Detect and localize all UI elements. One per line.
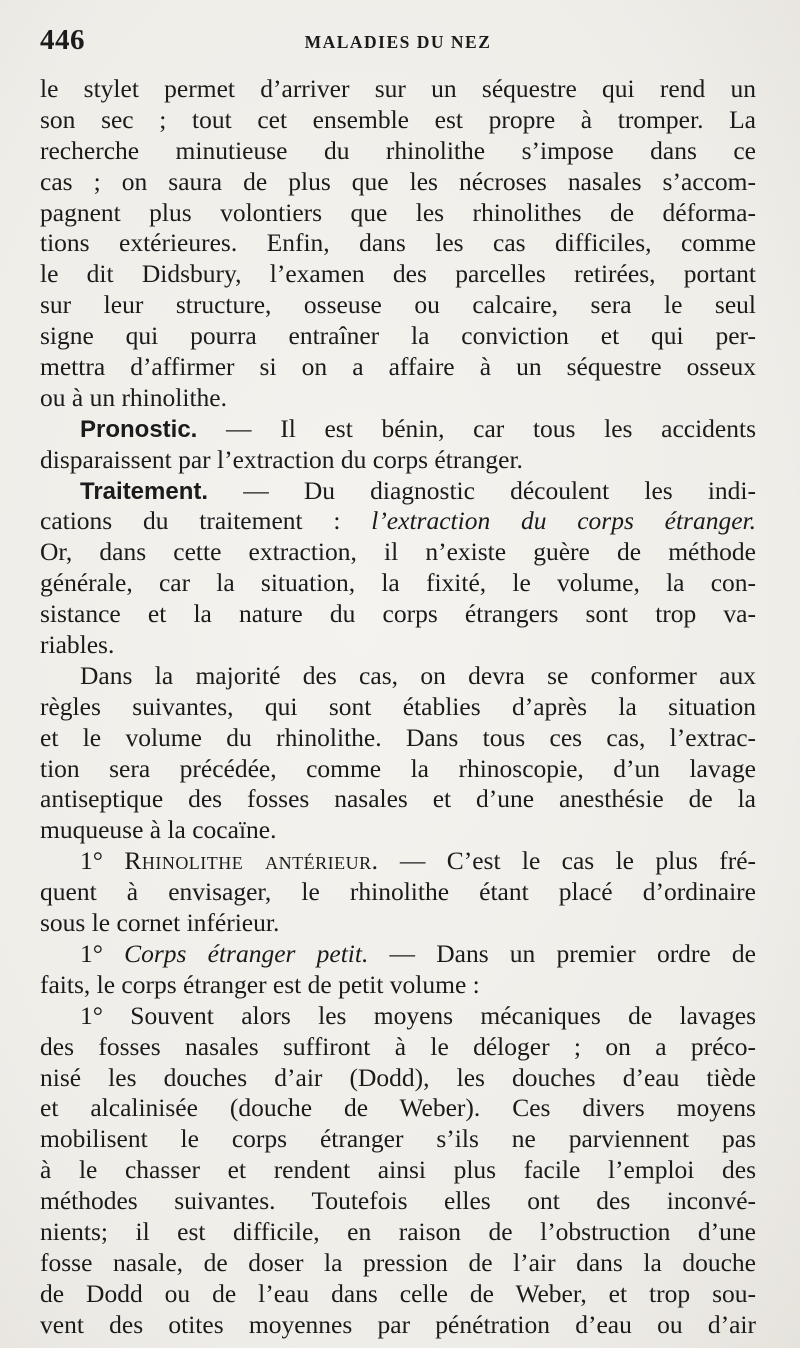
text-run: règles suivantes, qui sont établies d’après la situation	[40, 691, 756, 721]
text-line	[40, 723, 756, 754]
italic-text: Corps étranger petit.	[124, 938, 369, 968]
body-text	[40, 74, 756, 1341]
text-run: de Dodd ou de l’eau dans celle de Weber, et trop sou-	[40, 1278, 756, 1308]
text-run: le stylet permet d’arriver sur un séquestre qui rend un	[40, 74, 756, 103]
page-number: 446	[40, 24, 85, 56]
text-run: son sec ; tout cet ensemble est propre à tromper. La	[40, 104, 756, 134]
text-run: recherche minutieuse du rhinolithe s’impose dans ce	[40, 135, 756, 165]
text-line	[40, 1279, 756, 1310]
text-line	[40, 476, 756, 507]
text-line	[40, 1093, 756, 1124]
text-run: 1° Souvent alors les moyens mécaniques de lavages	[80, 1000, 756, 1030]
italic-text: l’extraction du corps étranger.	[371, 506, 757, 536]
text-line	[40, 908, 756, 939]
section-heading: Traitement.	[80, 477, 209, 505]
text-run: générale, car la situation, la fixité, le volume, la con-	[40, 568, 756, 598]
text-run: vent des otites moyennes par pénétration d’eau ou d’air	[40, 1309, 756, 1339]
text-run: le dit Didsbury, l’examen des parcelles retirées, portant	[40, 259, 756, 289]
text-line	[40, 815, 756, 846]
text-run: et alcalinisée (douche de Weber). Ces divers moyens	[40, 1093, 756, 1123]
text-run: cations du traitement :	[40, 506, 372, 536]
text-line	[40, 754, 756, 785]
text-run: tions extérieures. Enfin, dans les cas difficiles, comme	[40, 228, 756, 258]
text-line	[40, 136, 756, 167]
text-run: sous le cornet inférieur.	[40, 908, 280, 938]
text-run: fosse nasale, de doser la pression de l’air dans la douche	[40, 1247, 756, 1277]
text-run: disparaissent par l’extraction du corps étranger.	[40, 444, 523, 474]
text-run: Or, dans cette extraction, il n’existe guère de méthode	[40, 537, 756, 567]
text-run: sistance et la nature du corps étrangers sont trop va-	[40, 599, 756, 629]
text-run: des fosses nasales suffiront à le déloger ; on a préco-	[40, 1031, 756, 1061]
text-line	[40, 445, 756, 476]
running-title: MALADIES DU NEZ	[304, 32, 492, 52]
text-line	[40, 228, 756, 259]
text-run: signe qui pourra entraîner la conviction et qui per-	[40, 321, 756, 351]
text-run: 1°	[80, 846, 125, 876]
text-line	[40, 1063, 756, 1094]
text-run: 1°	[80, 938, 125, 968]
text-line	[40, 1032, 756, 1063]
text-line	[40, 661, 756, 692]
text-run: Dans la majorité des cas, on devra se conformer aux	[80, 660, 756, 690]
text-run: — C’est le cas le plus fré-	[378, 846, 757, 876]
page-header	[40, 24, 756, 64]
text-line	[40, 692, 756, 723]
text-line	[40, 259, 756, 290]
text-line	[40, 506, 756, 537]
text-run: nients; il est difficile, en raison de l’obstruction d’une	[40, 1216, 756, 1246]
text-run: cas ; on saura de plus que les nécroses nasales s’accom-	[40, 166, 756, 196]
text-line	[40, 1186, 756, 1217]
text-line	[40, 1155, 756, 1186]
text-line	[40, 877, 756, 908]
text-line	[40, 630, 756, 661]
text-run: à le chasser et rendent ainsi plus facile l’emploi des	[40, 1155, 756, 1185]
text-run: nisé les douches d’air (Dodd), les douches d’eau tiède	[40, 1062, 756, 1092]
text-line	[40, 290, 756, 321]
text-run: — Il est bénin, car tous les accidents	[197, 413, 756, 443]
text-line	[40, 1001, 756, 1032]
text-run: quent à envisager, le rhinolithe étant placé d’ordinaire	[40, 877, 756, 907]
text-run: — Du diagnostic découlent les indi-	[208, 475, 756, 505]
text-run: muqueuse à la cocaïne.	[40, 815, 277, 845]
text-line	[40, 74, 756, 105]
text-line	[40, 939, 756, 970]
text-run: faits, le corps étranger est de petit volume :	[40, 969, 480, 999]
text-line	[40, 1124, 756, 1155]
text-line	[40, 414, 756, 445]
section-heading: Pronostic.	[80, 415, 198, 443]
text-run: mobilisent le corps étranger s’ils ne parviennent pas	[40, 1124, 756, 1154]
text-line	[40, 167, 756, 198]
text-line	[40, 599, 756, 630]
text-line	[40, 1217, 756, 1248]
text-line	[40, 352, 756, 383]
small-caps-heading: Rhinolithe antérieur.	[124, 846, 379, 876]
text-line	[40, 105, 756, 136]
text-run: riables.	[40, 630, 115, 660]
text-line	[40, 568, 756, 599]
text-line	[40, 846, 756, 877]
text-run: tion sera précédée, comme la rhinoscopie, d’un lavage	[40, 753, 756, 783]
text-run: méthodes suivantes. Toutefois elles ont des inconvé-	[40, 1186, 756, 1216]
text-line	[40, 537, 756, 568]
text-run: mettra d’affirmer si on a affaire à un séquestre osseux	[40, 352, 756, 382]
text-line	[40, 383, 756, 414]
text-line	[40, 198, 756, 229]
text-run: sur leur structure, osseuse ou calcaire, sera le seul	[40, 290, 756, 320]
text-line	[40, 1248, 756, 1279]
text-run: et le volume du rhinolithe. Dans tous ces cas, l’extrac-	[40, 722, 756, 752]
text-run: antiseptique des fosses nasales et d’une anesthésie de la	[40, 784, 756, 814]
text-run: — Dans un premier ordre de	[368, 938, 756, 968]
text-run: pagnent plus volontiers que les rhinolithes de déforma-	[40, 197, 756, 227]
text-run: ou à un rhinolithe.	[40, 382, 227, 412]
text-line	[40, 1310, 756, 1341]
text-line	[40, 321, 756, 352]
text-line	[40, 970, 756, 1001]
text-line	[40, 784, 756, 815]
